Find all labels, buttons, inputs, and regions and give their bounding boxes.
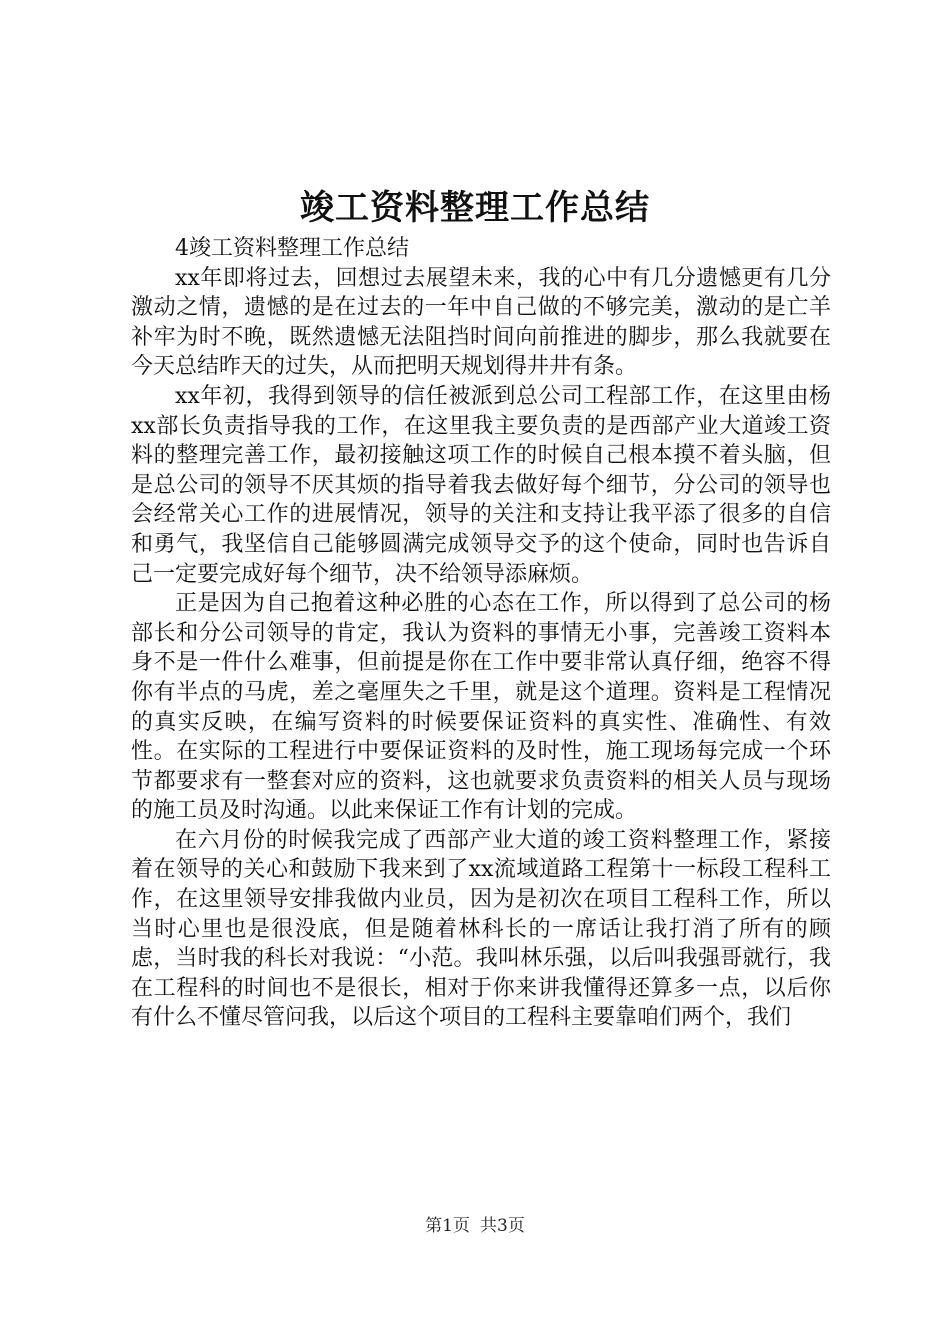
page-footer	[0, 1214, 950, 1238]
page-number-total: 共3页	[480, 1216, 525, 1236]
paragraph-2: xx年初，我得到领导的信任被派到总公司工程部工作，在这里由杨xx部长负责指导我的工作，在这里我主要负责的是西部产业大道竣工资料的整理完善工作，最初接触这项工作的时候自己根本摸不着头脑，但是总公司的领导不厌其烦的指导着我去做好每个细节，分公司的领导也会经常关心工作的进展情况，领导的关注和支持让我平添了很多的自信和勇气，我坚信自己能够圆满完成领导交予的这个使命，同时也告诉自己一定要完成好每个细节，决不给领导添麻烦。	[131, 383, 831, 587]
document-subtitle: 4竣工资料整理工作总结	[175, 236, 409, 261]
document-body	[131, 234, 831, 1033]
page-number-current: 第1页	[425, 1216, 470, 1236]
document-title: 竣工资料整理工作总结	[300, 188, 650, 228]
paragraph-1: xx年即将过去，回想过去展望未来，我的心中有几分遗憾更有几分激动之情，遗憾的是在过去的一年中自己做的不够完美，激动的是亡羊补牢为时不晚，既然遗憾无法阻挡时间向前推进的脚步，那么我就要在今天总结昨天的过失，从而把明天规划得井井有条。	[131, 265, 831, 380]
paragraph-3: 正是因为自己抱着这种必胜的心态在工作，所以得到了总公司的杨部长和分公司领导的肯定，我认为资料的事情无小事，完善竣工资料本身不是一件什么难事，但前提是你在工作中要非常认真仔细，绝容不得你有半点的马虎，差之毫厘失之千里，就是这个道理。资料是工程情况的真实反映，在编写资料的时候要保证资料的真实性、准确性、有效性。在实际的工程进行中要保证资料的及时性，施工现场每完成一个环节都要求有一整套对应的资料，这也就要求负责资料的相关人员与现场的施工员及时沟通。以此来保证工作有计划的完成。	[131, 591, 831, 824]
paragraph-4: 在六月份的时候我完成了西部产业大道的竣工资料整理工作，紧接着在领导的关心和鼓励下我来到了xx流域道路工程第十一标段工程科工作，在这里领导安排我做内业员，因为是初次在项目工程科工作，所以当时心里也是很没底，但是随着林科长的一席话让我打消了所有的顾虑，当时我的科长对我说：“小范。我叫林乐强，以后叫我强哥就行，我在工程科的时间也不是很长，相对于你来讲我懂得还算多一点，以后你有什么不懂尽管问我，以后这个项目的工程科主要靠咱们两个，我们	[131, 827, 831, 1031]
